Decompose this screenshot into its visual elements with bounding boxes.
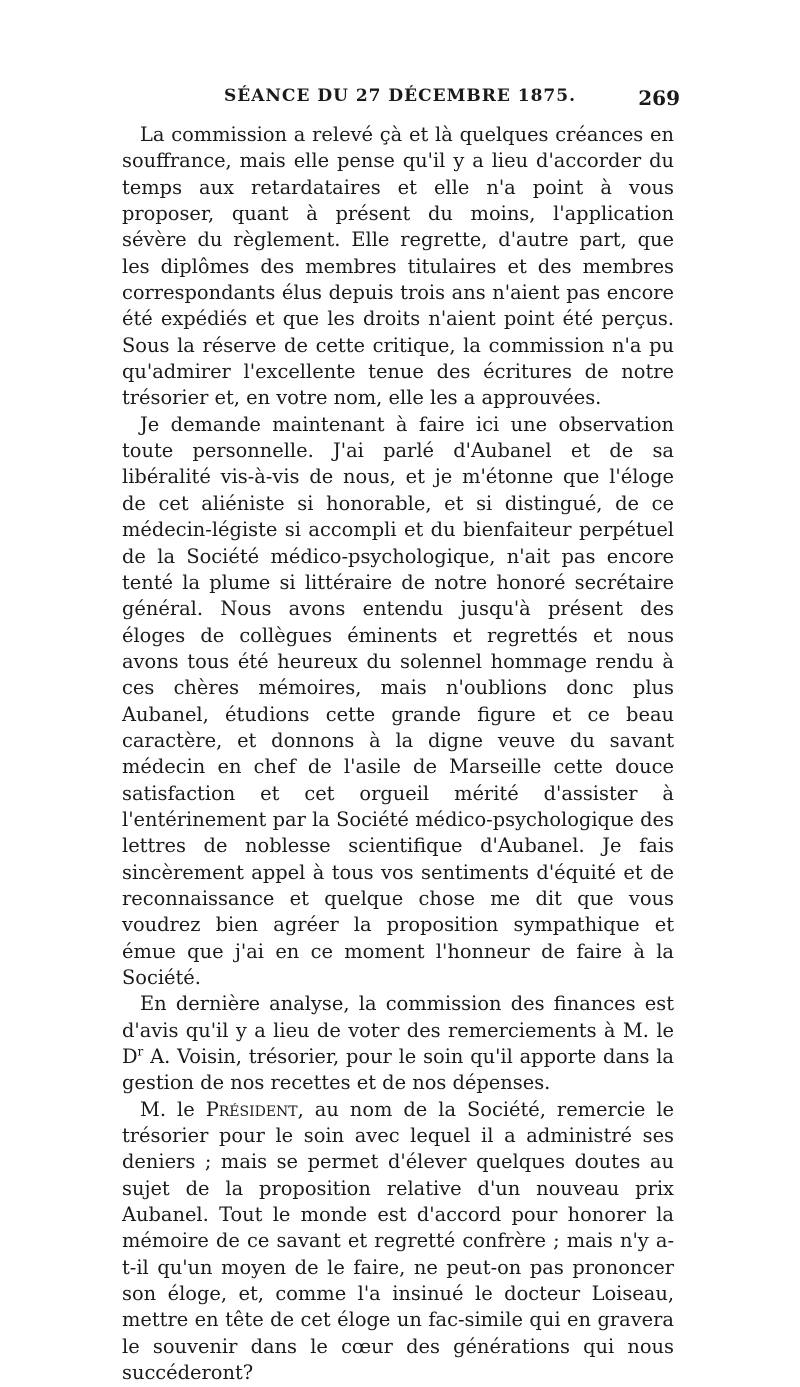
paragraph-3-text-after: A. Voisin, trésorier, pour le soin qu'il apporte dans la gestion de nos recettes et de nos dépenses.: [122, 1045, 674, 1095]
paragraph-2: Je demande maintenant à faire ici une observation toute personnelle. J'ai parlé d'Aubanel et de sa libéralité vis-à-vis de nous, et je m'étonne que l'éloge de cet aliéniste si honorable, et si distingué, de ce médecin-légiste si accompli et du bienfaiteur perpétuel de la Société médico-psychologique, n'ait pas encore tenté la plume si littéraire de notre honoré secrétaire général. Nous avons entendu jusqu'à présent des éloges de collègues éminents et regrettés et nous avons tous été heureux du solennel hommage rendu à ces chères mémoires, mais n'oublions donc plus Aubanel, étudions cette grande figure et ce beau caractère, et donnons à la digne veuve du savant médecin en chef de l'asile de Marseille cette douce satisfaction et cet orgueil mérité d'assister à l'entérinement par la Société médico-psychologique des lettres de noblesse scientifique d'Aubanel. Je fais sincèrement appel à tous vos sentiments d'équité et de reconnaissance et quelque chose me dit que vous voudrez bien agréer la proposition sympathique et émue que j'ai en ce moment l'honneur de faire à la Société.: [122, 412, 674, 989]
president-speaker-label: Président: [205, 1097, 298, 1121]
paragraph-3-text-before: En dernière analyse, la commission des finances est d'avis qu'il y a lieu de voter des remerciements à M. le D: [122, 992, 674, 1069]
paragraph-4-lead: M. le: [140, 1097, 206, 1121]
paragraph-4-text: , au nom de la Société, remercie le trésorier pour le soin avec lequel il a administré ses deniers ; mais se permet d'élever quelques doutes au sujet de la proposition relative d'un nouveau prix Aubanel. Tout le monde est d'accord pour honorer la mémoire de ce savant et regretté confrère ; mais n'y a-t-il qu'un moyen de le faire, ne peut-on pas prononcer son éloge, et, comme l'a insinué le docteur Loiseau, mettre en tête de cet éloge un fac-simile qui en gravera le souvenir dans le cœur des générations qui nous succéderont?: [122, 1097, 675, 1385]
running-title: SÉANCE DU 27 DÉCEMBRE 1875.: [223, 86, 577, 106]
paragraph-4: [122, 1097, 674, 1387]
page-number: 269: [638, 86, 680, 110]
doctor-abbreviation-superscript: r: [137, 1044, 144, 1059]
paragraph-1: La commission a relevé çà et là quelques créances en souffrance, mais elle pense qu'il y a lieu d'accorder du temps aux retardataires et elle n'a point à vous proposer, quant à présent du moins, l'application sévère du règlement. Elle regrette, d'autre part, que les diplômes des membres titulaires et des membres correspondants élus depuis trois ans n'aient pas encore été expédiés et que les droits n'aient point été perçus. Sous la réserve de cette critique, la commission n'a pu qu'admirer l'excellente tenue des écritures de notre trésorier et, en votre nom, elle les a approuvées.: [122, 123, 674, 410]
running-head: [120, 86, 680, 114]
paragraph-3: [122, 991, 674, 1096]
body-text: [122, 122, 674, 1387]
